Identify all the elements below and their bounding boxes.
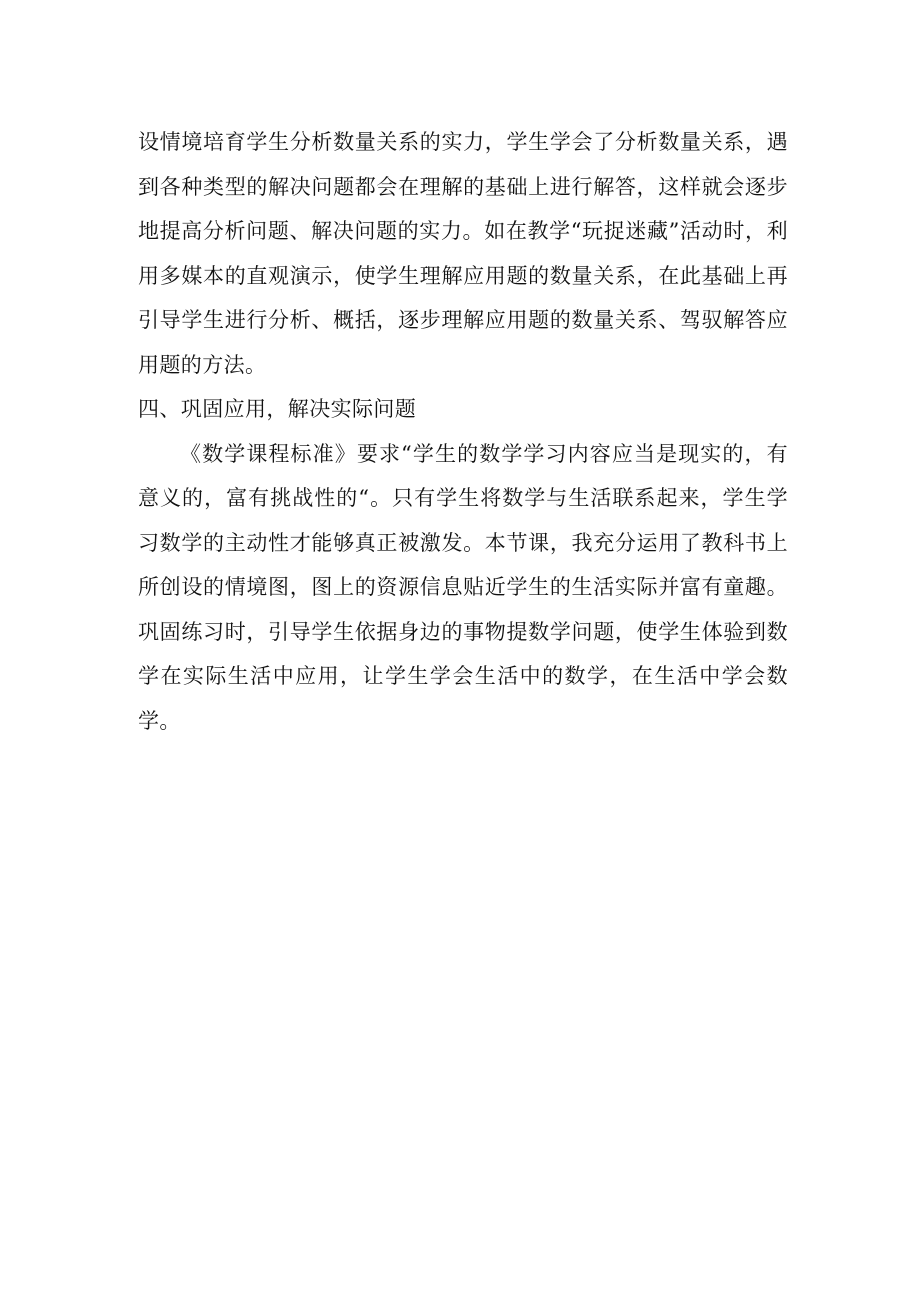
document-body [138,120,788,743]
section-heading-4: 四、巩固应用，解决实际问题 [138,397,417,421]
paragraph-continued: 设情境培育学生分析数量关系的实力，学生学会了分析数量关系，遇到各种类型的解决问题都会在理解的基础上进行解答，这样就会逐步地提高分析问题、解决问题的实力。如在教学“玩捉迷藏”活动时，利用多媒本的直观演示，使学生理解应用题的数量关系，在此基础上再引导学生进行分析、概括，逐步理解应用题的数量关系、驾驭解答应用题的方法。 [138,130,788,377]
paragraph-section-4: 《数学课程标准》要求“学生的数学学习内容应当是现实的，有意义的，富有挑战性的“。只有学生将数学与生活联系起来，学生学习数学的主动性才能够真正被激发。本节课，我充分运用了教科书上所创设的情境图，图上的资源信息贴近学生的生活实际并富有童趣。巩固练习时，引导学生依据身边的事物提数学问题，使学生体验到数学在实际生活中应用，让学生学会生活中的数学，在生活中学会数学。 [138,441,788,733]
